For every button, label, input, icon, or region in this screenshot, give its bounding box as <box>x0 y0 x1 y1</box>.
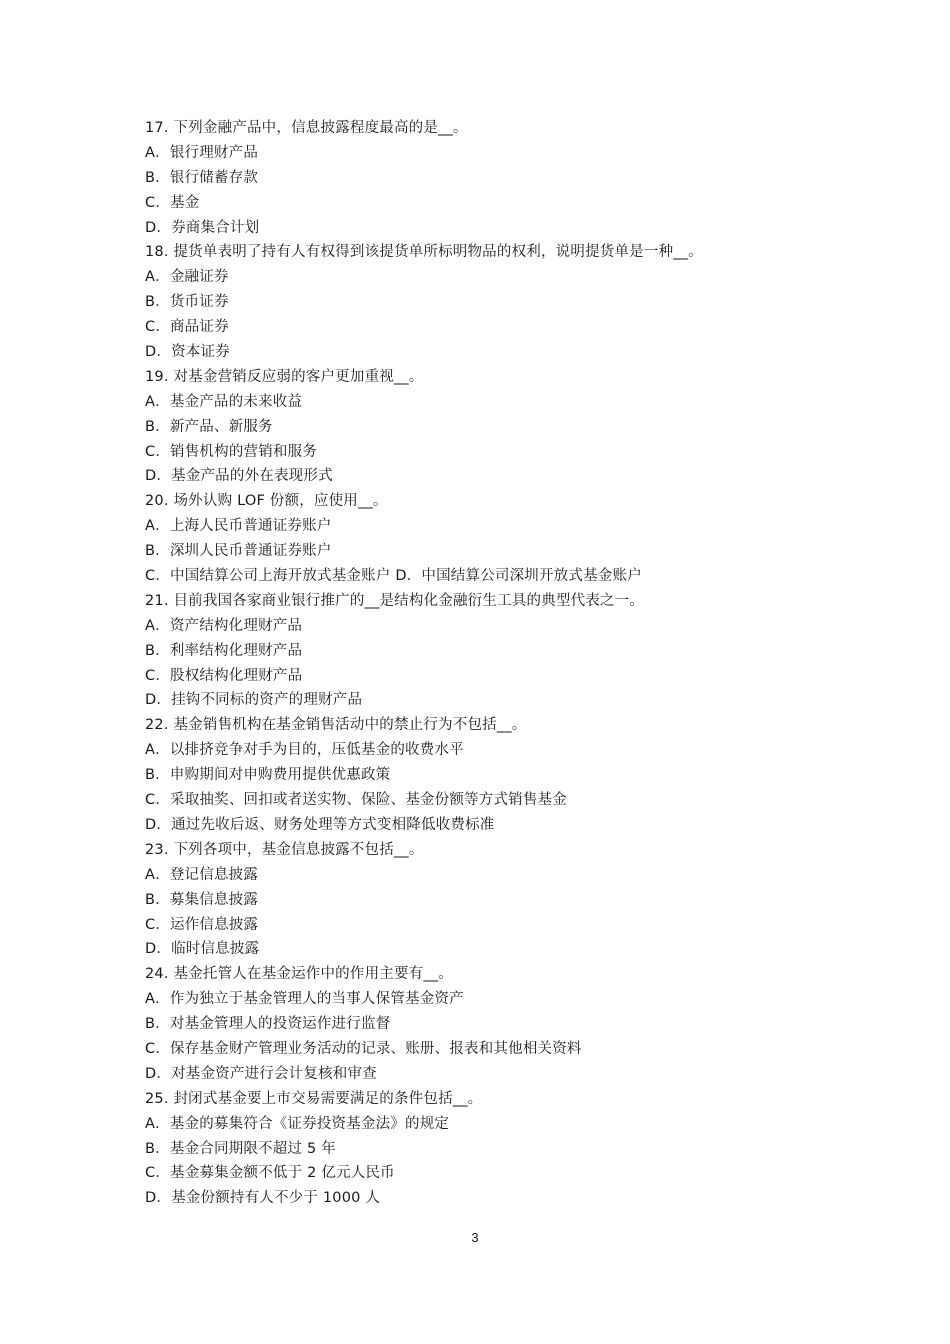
page-number: 3 <box>471 1230 479 1245</box>
answer-option: A．以排挤竞争对手为目的，压低基金的收费水平 <box>145 742 464 759</box>
question-text: 20. 场外认购 LOF 份额，应使用__。 <box>145 493 388 510</box>
question-text: 23. 下列各项中，基金信息披露不包括__。 <box>145 841 424 858</box>
answer-option: C．股权结构化理财产品 <box>145 667 303 684</box>
answer-option: B．基金合同期限不超过 5 年 <box>145 1140 336 1157</box>
answer-option: D．券商集合计划 <box>145 219 260 236</box>
answer-option: C．商品证券 <box>145 319 229 336</box>
answer-option: B．银行储蓄存款 <box>145 169 259 186</box>
question-text: 18. 提货单表明了持有人有权得到该提货单所标明物品的权利，说明提货单是一种__。 <box>145 244 703 261</box>
answer-option: C．基金 <box>145 194 200 211</box>
answer-option: A．资产结构化理财产品 <box>145 617 303 634</box>
answer-option: D．基金产品的外在表现形式 <box>145 468 333 485</box>
question-text: 17. 下列金融产品中，信息披露程度最高的是__。 <box>145 120 468 136</box>
answer-option: C．基金募集金额不低于 2 亿元人民币 <box>145 1165 395 1182</box>
answer-option: C．销售机构的营销和服务 <box>145 443 318 460</box>
answer-option: A．上海人民币普通证券账户 <box>145 518 332 535</box>
answer-option: C．运作信息披露 <box>145 916 259 933</box>
answer-option: B．货币证券 <box>145 294 229 311</box>
answer-option: C．采取抽奖、回扣或者送实物、保险、基金份额等方式销售基金 <box>145 792 567 809</box>
question-text: 25. 封闭式基金要上市交易需要满足的条件包括__。 <box>145 1090 483 1107</box>
answer-option: C．中国结算公司上海开放式基金账户 D．中国结算公司深圳开放式基金账户 <box>145 568 642 585</box>
answer-option: C．保存基金财产管理业务活动的记录、账册、报表和其他相关资料 <box>145 1040 582 1057</box>
question-text: 19. 对基金营销反应弱的客户更加重视__。 <box>145 368 424 385</box>
answer-option: A．基金的募集符合《证券投资基金法》的规定 <box>145 1115 450 1132</box>
answer-option: D．对基金资产进行会计复核和审查 <box>145 1065 377 1082</box>
answer-option: D．资本证券 <box>145 344 230 361</box>
question-text: 21. 目前我国各家商业银行推广的__是结构化金融衍生工具的典型代表之一。 <box>145 592 645 609</box>
question-list <box>145 116 805 1211</box>
question-text: 22. 基金销售机构在基金销售活动中的禁止行为不包括__。 <box>145 717 527 734</box>
answer-option: A．金融证券 <box>145 269 229 286</box>
answer-option: A．基金产品的未来收益 <box>145 393 303 410</box>
answer-option: B．新产品、新服务 <box>145 418 273 435</box>
answer-option: B．深圳人民币普通证券账户 <box>145 543 332 560</box>
answer-option: D．基金份额持有人不少于 1000 人 <box>145 1190 381 1207</box>
answer-option: A．登记信息披露 <box>145 866 259 883</box>
answer-option: A．作为独立于基金管理人的当事人保管基金资产 <box>145 991 464 1008</box>
answer-option: A．银行理财产品 <box>145 144 259 161</box>
answer-option: D．临时信息披露 <box>145 941 260 958</box>
answer-option: B．利率结构化理财产品 <box>145 642 303 659</box>
answer-option: B．对基金管理人的投资运作进行监督 <box>145 1016 391 1033</box>
answer-option: B．申购期间对申购费用提供优惠政策 <box>145 767 391 784</box>
question-text: 24. 基金托管人在基金运作中的作用主要有__。 <box>145 966 453 983</box>
answer-option: D．挂钩不同标的资产的理财产品 <box>145 692 363 709</box>
answer-option: B．募集信息披露 <box>145 891 259 908</box>
answer-option: D．通过先收后返、财务处理等方式变相降低收费标准 <box>145 816 495 833</box>
